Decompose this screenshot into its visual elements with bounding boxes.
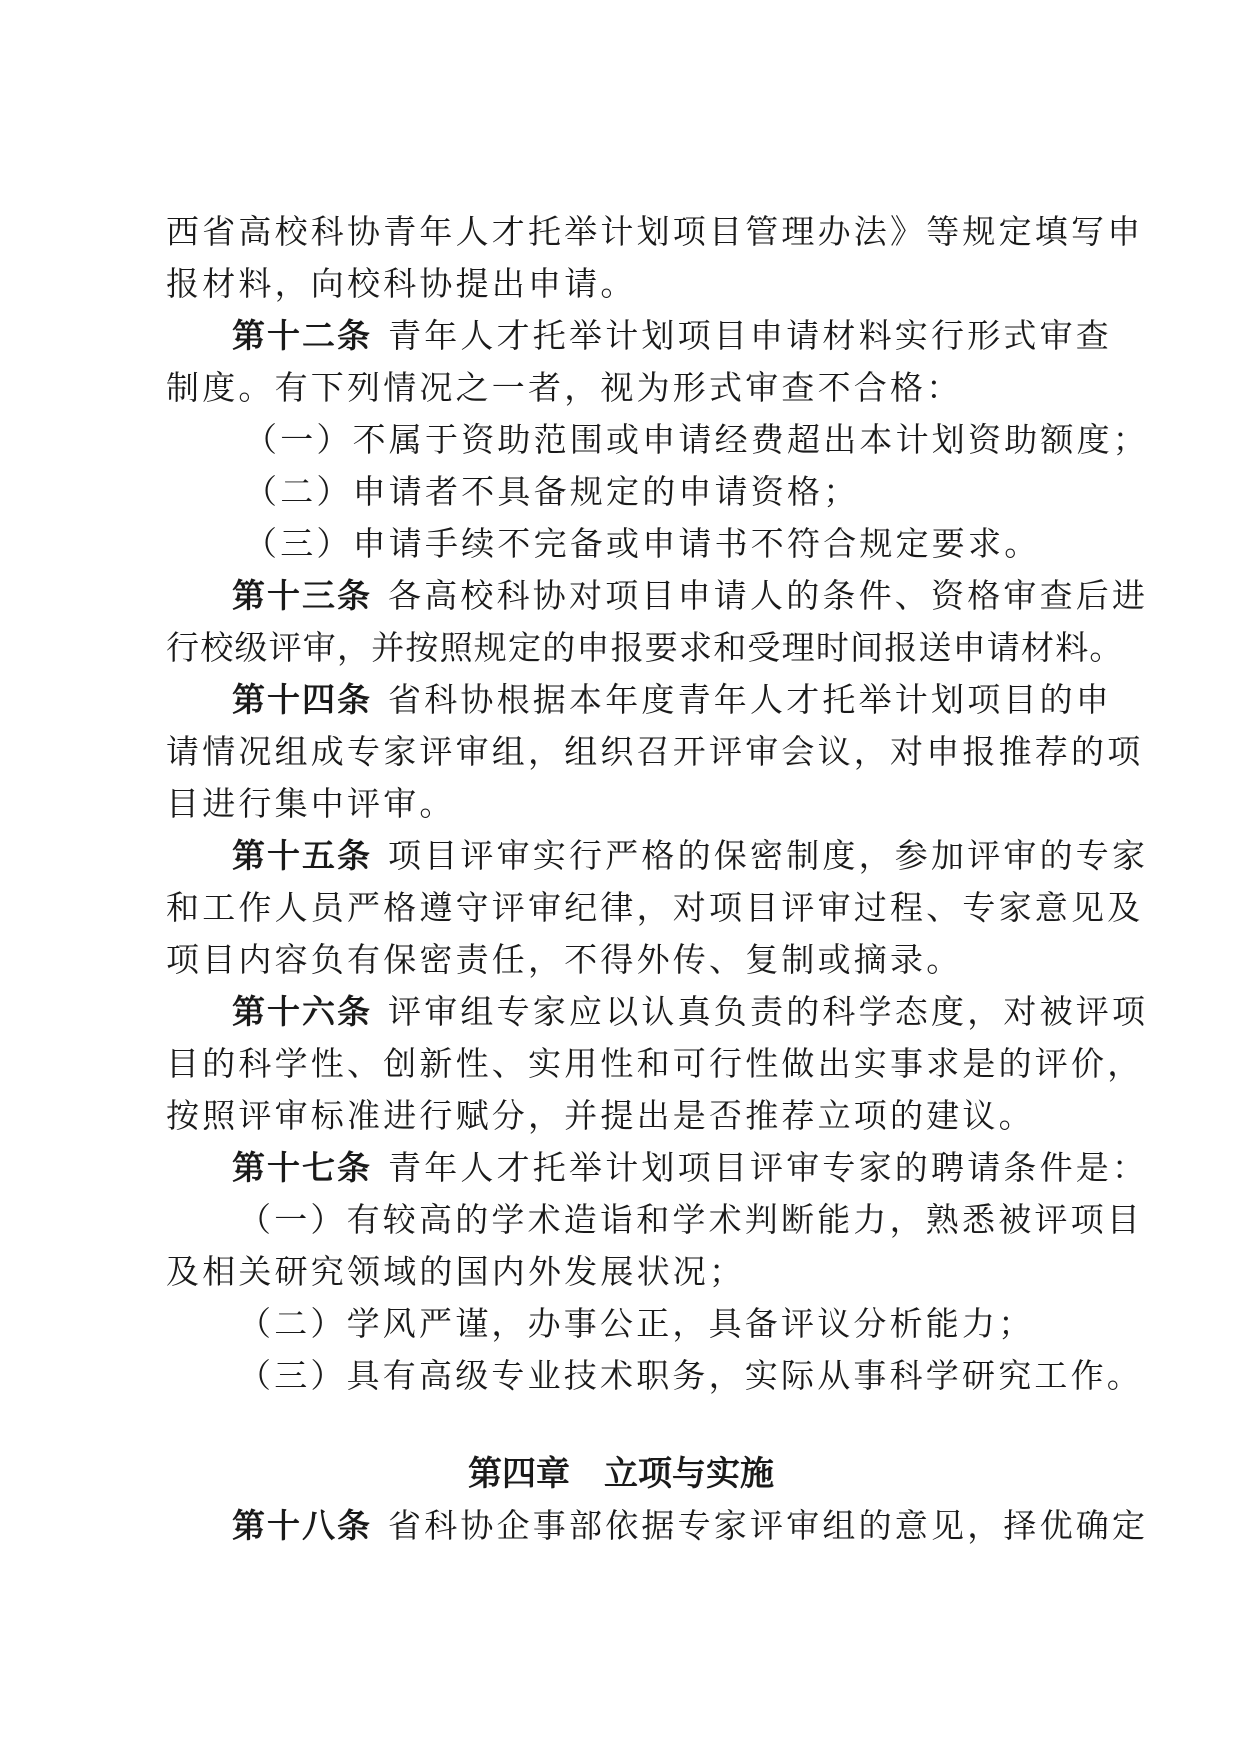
- text-line: 报材料，向校科协提出申请。: [166, 264, 637, 303]
- list-item-continued: 及相关研究领域的国内外发展状况；: [166, 1252, 746, 1291]
- text-line: 省科协根据本年度青年人才托举计划项目的申: [388, 680, 1112, 719]
- list-item: （二）学风严谨，办事公正，具备评议分析能力；: [238, 1304, 1035, 1343]
- article-13: [166, 570, 1149, 674]
- text-line: 行校级评审，并按照规定的申报要求和受理时间报送申请材料。: [166, 628, 1124, 667]
- list-item: （三）具有高级专业技术职务，实际从事科学研究工作。: [238, 1356, 1143, 1395]
- text-line: 制度。有下列情况之一者，视为形式审查不合格：: [166, 368, 963, 407]
- list-item: （三）申请手续不完备或申请书不符合规定要求。: [244, 524, 1041, 563]
- text-line: 西省高校科协青年人才托举计划项目管理办法》等规定填写申: [166, 212, 1144, 251]
- article-first-line: [166, 570, 1149, 622]
- text-line: 请情况组成专家评审组，组织召开评审会议，对申报推荐的项: [166, 732, 1144, 771]
- chapter-number: 第四章: [468, 1454, 570, 1494]
- article-first-line: [166, 986, 1149, 1038]
- article-label: 第十二条: [232, 316, 372, 355]
- article-18: [166, 1500, 1149, 1552]
- text-line: 按照评审标准进行赋分，并提出是否推荐立项的建议。: [166, 1096, 1035, 1135]
- article-first-line: [166, 830, 1149, 882]
- document-page: [166, 206, 1149, 1552]
- article-label: 第十七条: [232, 1148, 372, 1187]
- text-line: 目的科学性、创新性、实用性和可行性做出实事求是的评价，: [166, 1044, 1144, 1083]
- article-14: [166, 674, 1144, 830]
- article-first-line: [166, 1500, 1149, 1552]
- article-17: [166, 1142, 1149, 1402]
- text-line: 和工作人员严格遵守评审纪律，对项目评审过程、专家意见及: [166, 888, 1144, 927]
- list-item: （一）不属于资助范围或申请经费超出本计划资助额度；: [244, 420, 1149, 459]
- article-first-line: [166, 1142, 1149, 1194]
- article-label: 第十三条: [232, 576, 372, 615]
- article-label: 第十六条: [232, 992, 372, 1031]
- article-first-line: [166, 310, 1112, 362]
- text-line: 青年人才托举计划项目申请材料实行形式审查: [388, 316, 1112, 355]
- article-15: [166, 830, 1149, 986]
- list-item: （二）申请者不具备规定的申请资格；: [244, 472, 860, 511]
- text-line: 评审组专家应以认真负责的科学态度，对被评项: [388, 992, 1149, 1031]
- text-line: 项目评审实行严格的保密制度，参加评审的专家: [388, 836, 1149, 875]
- text-line: 省科协企事部依据专家评审组的意见，择优确定: [388, 1506, 1149, 1545]
- text-line: 各高校科协对项目申请人的条件、资格审查后进: [388, 576, 1149, 615]
- article-label: 第十八条: [232, 1506, 372, 1545]
- text-line: 目进行集中评审。: [166, 784, 456, 823]
- paragraph-continued: [166, 206, 1144, 310]
- text-line: 青年人才托举计划项目评审专家的聘请条件是：: [388, 1148, 1149, 1187]
- article-16: [166, 986, 1149, 1142]
- article-label: 第十五条: [232, 836, 372, 875]
- chapter-heading: [166, 1448, 1076, 1500]
- article-12: [166, 310, 1149, 570]
- text-line: 项目内容负有保密责任，不得外传、复制或摘录。: [166, 940, 963, 979]
- article-first-line: [166, 674, 1112, 726]
- article-label: 第十四条: [232, 680, 372, 719]
- chapter-title: 立项与实施: [604, 1454, 774, 1494]
- list-item: （一）有较高的学术造诣和学术判断能力，熟悉被评项目: [238, 1200, 1143, 1239]
